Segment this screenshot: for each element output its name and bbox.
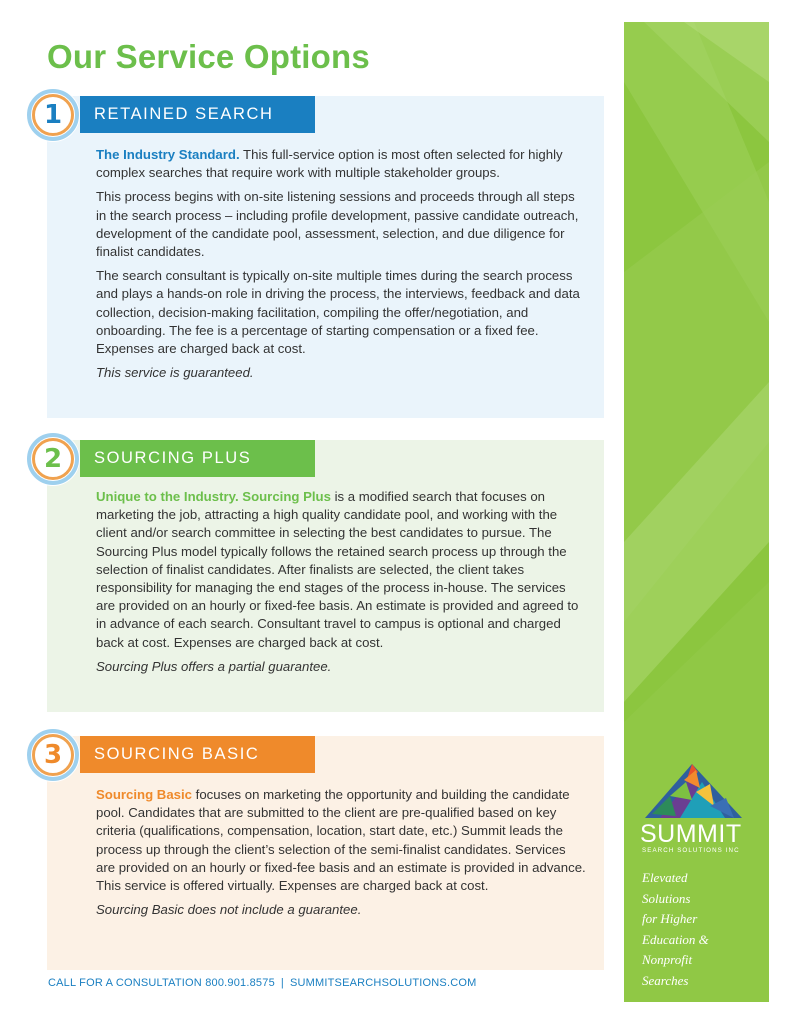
tagline-line: for Higher [642,911,698,927]
section-sourcing-plus [43,432,604,712]
logo-wordmark: SUMMIT [640,820,742,848]
mountain-logo-icon [640,752,750,822]
section-number: 1 [43,100,63,130]
tagline-line: Education & [642,931,709,947]
section-body [96,488,588,682]
section-guarantee-note: This service is guaranteed. [96,365,254,381]
section-paragraph: This process begins with on-site listening sessions and proceeds through all steps in the search process – including profile development, passive candidate outreach, development of the candidate pool, assessment, selection, and due diligence for finalist candidates. [96,189,579,260]
side-panel [624,22,769,1002]
section-heading: RETAINED SEARCH [80,96,315,133]
footer-phone-link[interactable]: CALL FOR A CONSULTATION 800.901.8575 [48,977,275,989]
section-paragraph: The search consultant is typically on-site multiple times during the search process and plays a hands-on role in driving the process, the interviews, feedback and data collection, decision-making facilitation, compiling the offer/negotiation, and onboarding. The fee is a percentage of starting compensation or a fixed fee. Expenses are charged back at cost. [96,268,580,357]
section-paragraph: This full-service option is most often selected for highly complex searches that require work with multiple stakeholder groups. [96,147,563,181]
tagline-line: Nonprofit [642,952,693,968]
section-number-badge [26,728,80,782]
tagline-line: Solutions [642,890,691,906]
section-guarantee-note: Sourcing Plus offers a partial guarantee. [96,658,332,674]
tagline-line: Elevated [642,870,688,885]
section-number: 3 [43,740,63,770]
tagline [642,868,762,992]
section-paragraph: is a modified search that focuses on marketing the job, attracting a high quality candidate pool, and working with the client and/or search committee in selecting the best candidates to pursue. The Sourcing Plus model typically follows the retained search process up through the selection of finalist candidates. After finalists are selected, the client takes responsibility for managing the end stages of the process in-house. The services are provided on an hourly or fixed-fee basis. An estimate is provided and agreed to in advance of each search. Consultant travel to campus is optional and charged back at cost. Expenses are charged back at cost. [96,489,579,650]
section-paragraph: focuses on marketing the opportunity and building the candidate pool. Candidates that are submitted to the client are pre-qualified based on key criteria (qualifications, compensation, location, start date, etc.) Summit leads the process up through the client’s selection of the semi-finalist candidates. Services are provided on an hourly or fixed-fee basis and an estimate is provided in advance. This service is offered virtually. Expenses are charged back at cost. [96,787,586,894]
decorative-stripes-icon [624,22,769,1002]
footer-website-link[interactable]: SUMMITSEARCHSOLUTIONS.COM [289,977,477,989]
section-heading: SOURCING PLUS [80,440,315,477]
section-number: 2 [43,444,63,474]
section-body [96,786,588,925]
section-lead: Unique to the Industry. Sourcing Plus [96,489,331,504]
section-number-badge [26,88,80,142]
tagline-line: Searches [642,972,689,988]
footer-separator: | [280,977,284,989]
logo-subtitle: SEARCH SOLUTIONS INC [642,847,740,854]
section-heading: SOURCING BASIC [80,736,315,773]
footer-contact [48,977,476,989]
section-lead: Sourcing Basic [96,787,193,802]
section-lead: The Industry Standard. [96,147,240,162]
section-guarantee-note: Sourcing Basic does not include a guarantee. [96,902,362,918]
page-title: Our Service Options [47,38,370,75]
section-sourcing-basic [43,728,604,970]
section-body [96,146,588,388]
section-number-badge [26,432,80,486]
section-retained-search [43,88,604,418]
